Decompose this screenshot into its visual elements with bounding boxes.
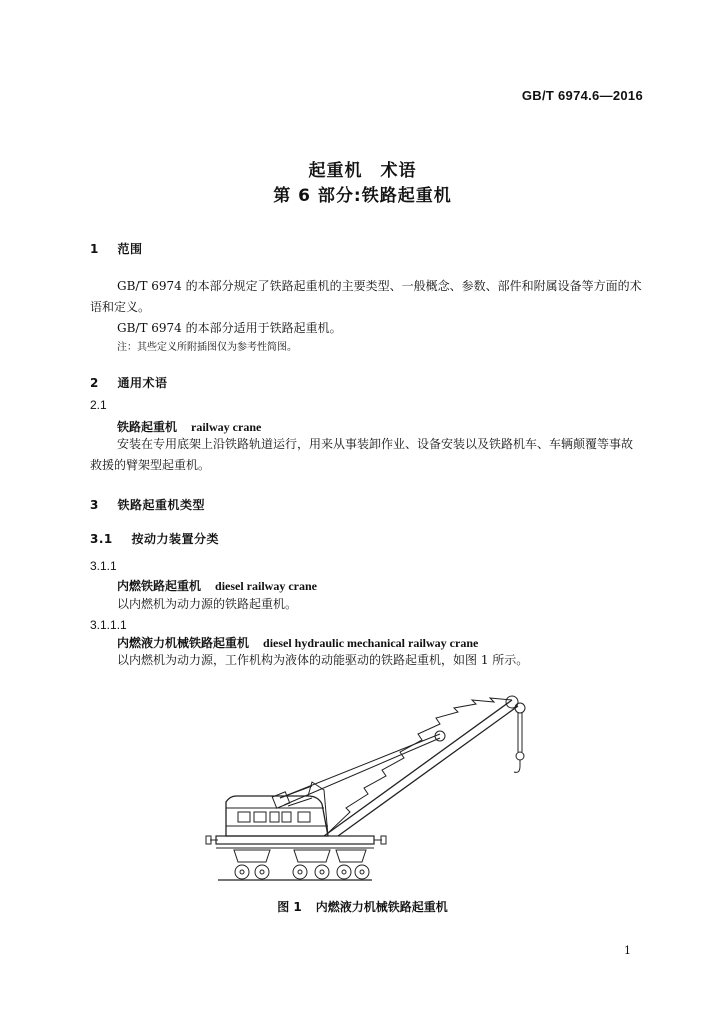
document-title: 起重机 术语	[308, 161, 417, 181]
definition-diesel-hydraulic-mechanical-railway-crane: 以内燃机为动力源，工作机构为液体的动能驱动的铁路起重机，如图 1 所示。	[117, 653, 529, 667]
term-en: railway crane	[191, 420, 262, 434]
term-zh: 内燃铁路起重机	[117, 579, 202, 593]
section-number: 2	[90, 376, 99, 390]
section-2-heading	[90, 374, 168, 391]
term-diesel-railway-crane	[117, 577, 317, 594]
clause-3-1-1-1-number: 3.1.1.1	[90, 618, 127, 632]
section-number: 3	[90, 498, 99, 512]
figure-caption	[0, 898, 725, 915]
section-number: 3.1	[90, 532, 113, 546]
section-number: 1	[90, 242, 99, 256]
term-zh: 内燃液力机械铁路起重机	[117, 636, 250, 650]
clause-2-1-number: 2.1	[90, 398, 107, 412]
page-number: 1	[624, 944, 631, 957]
definition-diesel-railway-crane: 以内燃机为动力源的铁路起重机。	[117, 597, 298, 611]
section-title: 铁路起重机类型	[117, 498, 206, 512]
railway-crane-illustration	[200, 690, 540, 890]
scope-note: 注：其些定义所附插图仅为参考性简图。	[117, 342, 297, 353]
section-3-heading	[90, 496, 205, 513]
figure-label: 图 1	[277, 900, 302, 914]
term-en: diesel railway crane	[215, 579, 317, 593]
term-diesel-hydraulic-mechanical-railway-crane	[117, 634, 478, 651]
term-railway-crane	[117, 418, 261, 435]
section-1-heading	[90, 240, 143, 257]
document-subtitle: 第 6 部分:铁路起重机	[273, 186, 452, 206]
scope-paragraph-1: GB/T 6974 的本部分规定了铁路起重机的主要类型、一般概念、参数、部件和附属设备等方面的术语和定义。	[90, 279, 642, 314]
clause-3-1-1-number: 3.1.1	[90, 559, 117, 573]
section-3-1-heading	[90, 530, 219, 547]
standard-code: GB/T 6974.6—2016	[521, 88, 643, 103]
figure-title: 内燃液力机械铁路起重机	[315, 900, 448, 914]
section-title: 通用术语	[117, 376, 168, 390]
section-title: 范围	[117, 242, 143, 256]
section-title: 按动力装置分类	[131, 532, 219, 546]
scope-paragraph-2: GB/T 6974 的本部分适用于铁路起重机。	[117, 321, 342, 335]
term-en: diesel hydraulic mechanical railway crane	[263, 636, 479, 650]
definition-railway-crane: 安装在专用底架上沿铁路轨道运行，用来从事装卸作业、设备安装以及铁路机车、车辆颠覆等事故救援的臂架型起重机。	[90, 437, 634, 472]
term-zh: 铁路起重机	[117, 420, 178, 434]
